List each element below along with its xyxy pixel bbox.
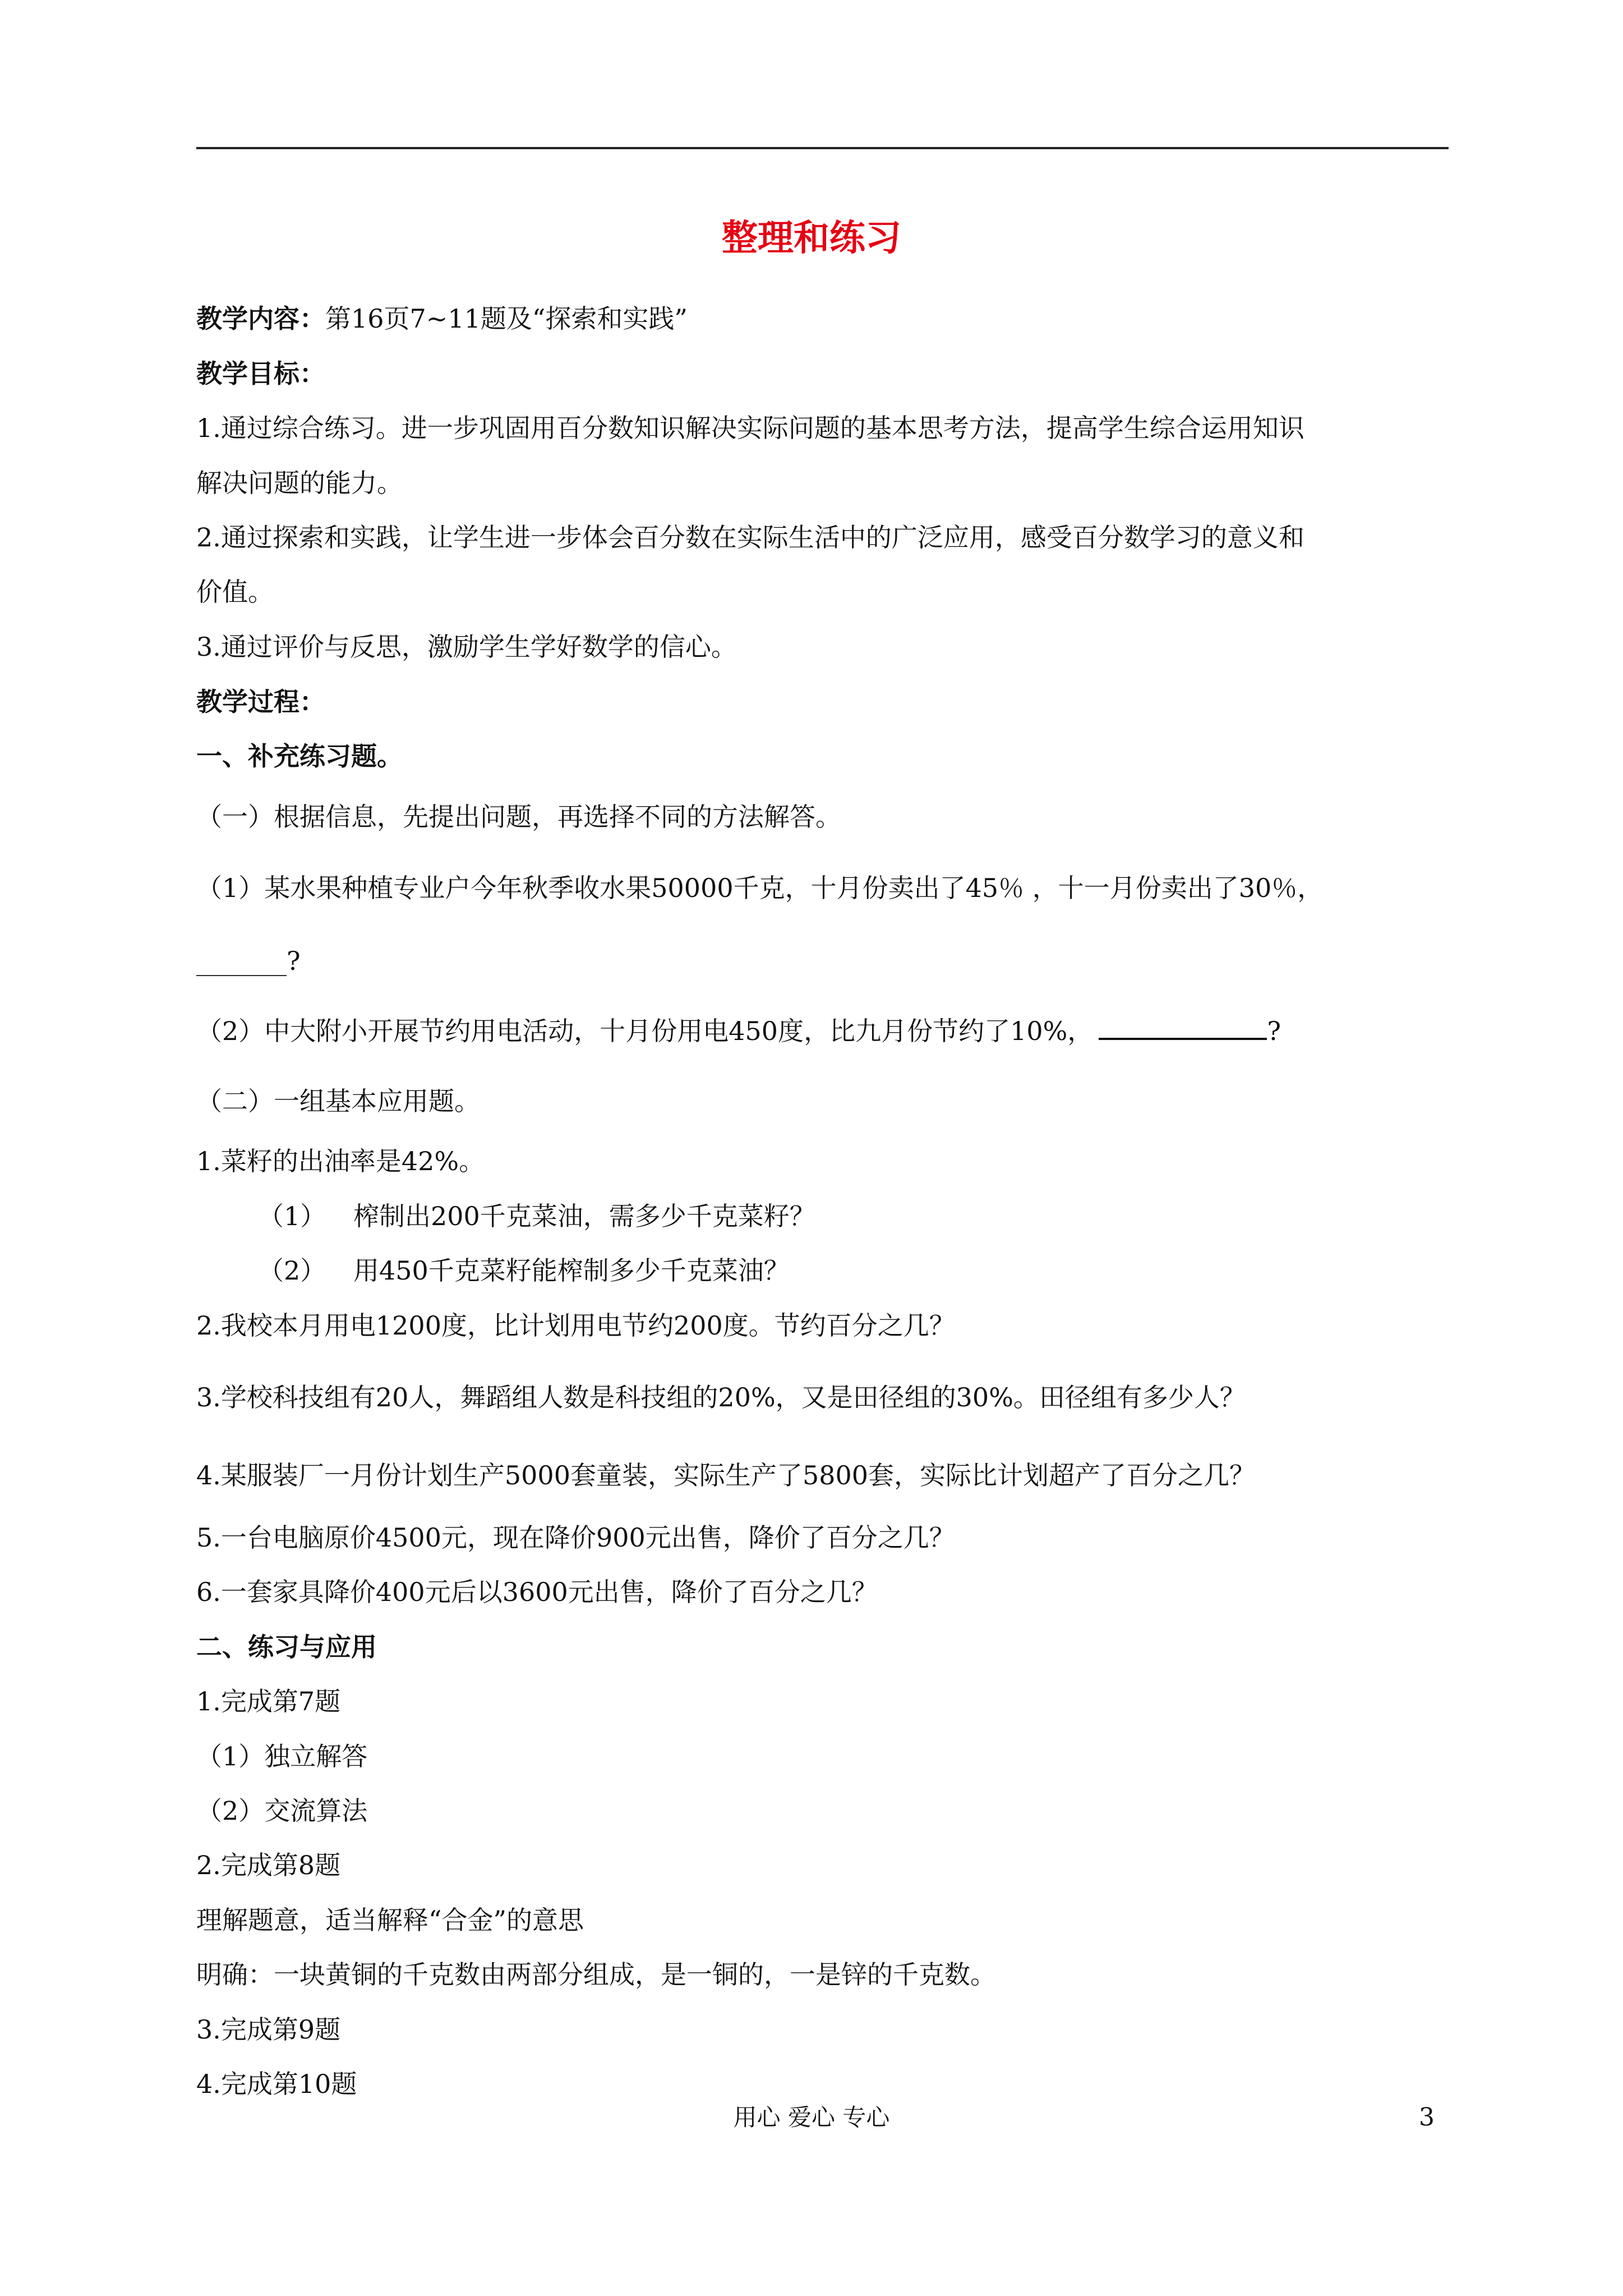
goals-label: 教学目标： [196,358,325,389]
goal-line: 2.通过探索和实践，让学生进一步体会百分数在实际生活中的广泛应用，感受百分数学习的意义和 [196,522,1304,553]
practice-item: 明确：一块黄铜的千克数由两部分组成，是一铜的，一是锌的千克数。 [196,1959,996,1990]
question-line: 1.菜籽的出油率是42%。 [196,1146,485,1176]
practice-item: （1）独立解答 [196,1741,368,1772]
subsection-title: （二）一组基本应用题。 [196,1086,480,1116]
sub-question [258,1198,815,1235]
goal-line: 价值。 [196,577,274,607]
question-line: 2.我校本月用电1200度，比计划用电节约200度。节约百分之几？ [196,1310,955,1341]
content-text: 第16页7~11题及“探索和实践” [325,303,688,334]
goal-line: 3.通过评价与反思，激励学生学好数学的信心。 [196,632,737,662]
practice-item: 3.完成第9题 [196,2014,341,2045]
question-line: 4.某服装厂一月份计划生产5000套童装，实际生产了5800套，实际比计划超产了百分之几？ [196,1460,1256,1490]
practice-item: （2）交流算法 [196,1796,368,1826]
page-footer: 用心 爱心 专心 [733,2104,890,2131]
goal-line: 1.通过综合练习。进一步巩固用百分数知识解决实际问题的基本思考方法，提高学生综合运用知识 [196,413,1304,443]
practice-item: 理解题意，适当解释“合金”的意思 [196,1905,584,1935]
question-mark: ? [1267,1016,1281,1046]
teaching-content [196,300,688,337]
answer-underline [1099,1015,1267,1040]
section2-title: 二、练习与应用 [196,1632,377,1662]
practice-item: 4.完成第10题 [196,2069,357,2099]
process-label: 教学过程： [196,687,325,717]
question-line: 5.一台电脑原价4500元，现在降价900元出售，降价了百分之几？ [196,1522,955,1553]
section1-title: 一、补充练习题。 [196,741,403,771]
sub-question-number: （1） [258,1201,326,1231]
sub-question-text: 用450千克菜籽能榨制多少千克菜油？ [353,1255,790,1286]
content-label: 教学内容： [196,303,325,334]
document-title: 整理和练习 [722,218,901,259]
header-rule [196,147,1449,149]
answer-blank: _______? [196,946,301,976]
sub-question-text: 榨制出200千克菜油，需多少千克菜籽？ [353,1201,815,1231]
practice-item: 1.完成第7题 [196,1686,341,1717]
question-line: （1）某水果种植专业户今年秋季收水果50000千克，十月份卖出了45％ ，十一月份卖出了30％， [196,873,1324,903]
question-line: 6.一套家具降价400元后以3600元出售，降价了百分之几？ [196,1577,878,1607]
sub-question [258,1252,790,1289]
question-line [196,1013,1281,1050]
page-number: 3 [1419,2103,1435,2132]
question-text: （2）中大附小开展节约用电活动，十月份用电450度，比九月份节约了10%， [196,1016,1094,1046]
goal-line: 解决问题的能力。 [196,468,403,498]
subsection-title: （一）根据信息，先提出问题，再选择不同的方法解答。 [196,802,841,832]
question-line: 3.学校科技组有20人，舞蹈组人数是科技组的20%，又是田径组的30%。田径组有多少人？ [196,1382,1246,1412]
practice-item: 2.完成第8题 [196,1850,341,1880]
sub-question-number: （2） [258,1255,326,1286]
